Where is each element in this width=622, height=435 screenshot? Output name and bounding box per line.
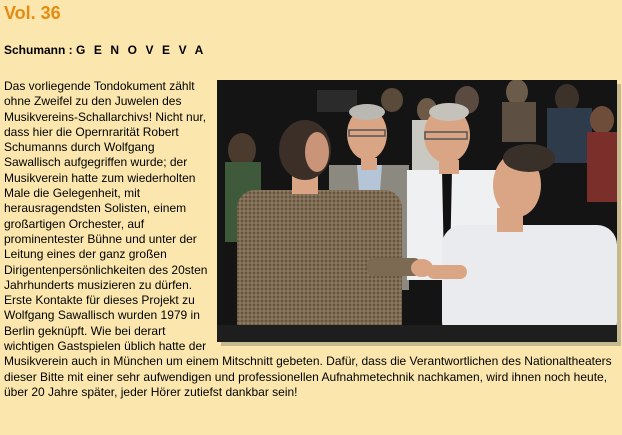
photo-illustration [217, 80, 617, 342]
work-name: G E N O V E V A [76, 43, 206, 57]
group-photo [217, 80, 617, 342]
work-title [4, 42, 206, 58]
volume-title: Vol. 36 [4, 3, 61, 23]
article-body [4, 79, 617, 400]
composer-label: Schumann : [4, 43, 77, 57]
article-text: Das vorliegende Tondokument zählt ohne Zweifel zu den Juwelen des Musikvereins-Schallarchivs! Nicht nur, dass hier die Opernrarität Robert Schumanns durch Wolfgang Sawallisch aufgegriffen wurde; der Musikverein hatte zum wiederholten Male die Gelegenheit, mit herausragendsten Solisten, einem großartigen Orchester, auf prominentester Bühne und unter der Leitung eines der ganz großen Dirigentenpersönlichkeiten des 20sten Jahrhunderts musizieren zu dürfen. Erste Kontakte für dieses Projekt zu Wolfgang Sawallisch wurden 1979 in Berlin geknüpft. Wie bei derart wichtigen Gastspielen üblich hatte der Musikverein auch in München um einem Mitschnitt gebeten. Dafür, dass die Verantwortlichen des Nationaltheaters dieser Bitte mit einer sehr aufwendigen und professionellen Aufnahmetechnik nachkamen, wird ihnen noch heute, über 20 Jahre später, jeder Hörer zutiefst dankbar sein! [4, 79, 612, 399]
